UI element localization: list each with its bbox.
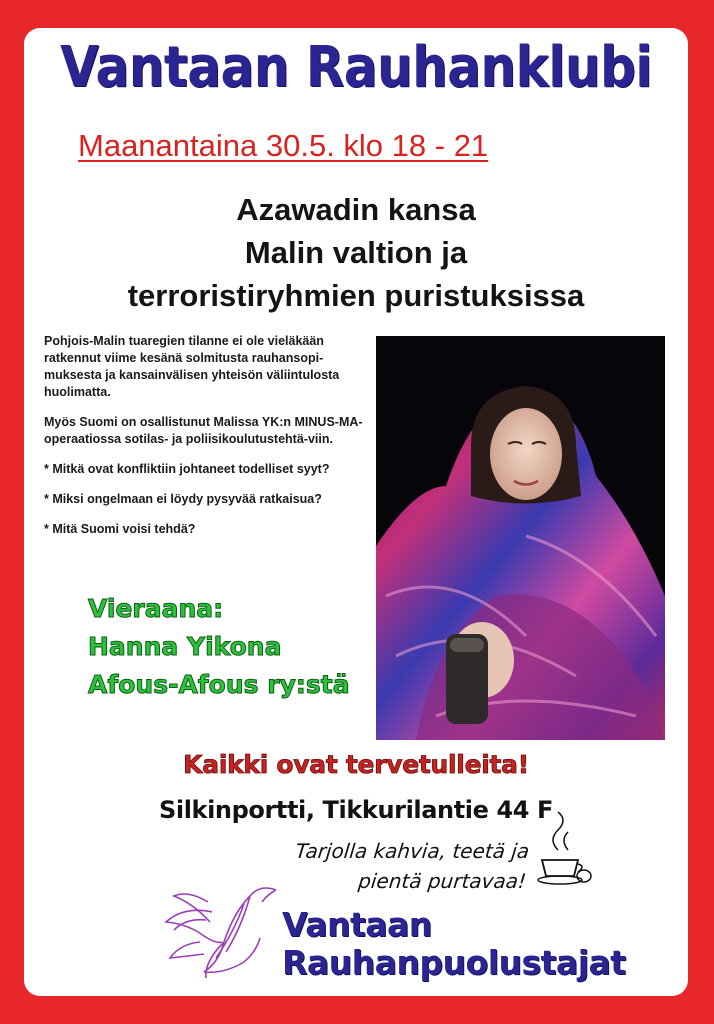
organizer-line: Rauhanpuolustajat [282, 943, 626, 982]
guest-organization: Afous-Afous ry:stä [88, 670, 350, 699]
poster-title: Vantaan Rauhanklubi [60, 34, 652, 100]
guest-info [88, 590, 350, 704]
headline-line: Malin valtion ja [244, 235, 468, 270]
poster-sheet [24, 28, 688, 996]
paragraph: Pohjois-Malin tuaregien tilanne ei ole vieläkään ratkennut viime kesänä solmitusta rauhansopi-muksesta ja kansainvälisen yhteisön väliintulosta huolimatta. [44, 334, 340, 399]
guest-photo [376, 336, 665, 740]
event-description [44, 333, 374, 551]
peace-dove-logo-icon [164, 882, 284, 982]
event-headline [24, 188, 688, 317]
organizer-name [282, 906, 626, 982]
guest-name: Hanna Yikona [88, 632, 282, 661]
guest-portrait-image [376, 336, 665, 740]
coffee-cup-icon [534, 810, 594, 890]
guest-label: Vieraana: [88, 594, 224, 623]
question: * Mitä Suomi voisi tehdä? [44, 522, 196, 536]
headline-line: Azawadin kansa [236, 192, 476, 227]
organizer-line: Vantaan [282, 905, 432, 944]
welcome-text: Kaikki ovat tervetulleita! [183, 750, 529, 779]
question: * Miksi ongelmaan ei löydy pysyvää ratkaisua? [44, 492, 322, 506]
offer-line: Tarjolla kahvia, teetä ja [294, 839, 531, 863]
paragraph: Myös Suomi on osallistunut Malissa YK:n MINUS-MA-operaatiossa sotilas- ja poliisikoulutustehtä-viin. [44, 415, 363, 446]
question: * Mitkä ovat konfliktiin johtaneet todelliset syyt? [44, 462, 330, 476]
event-address: Silkinportti, Tikkurilantie 44 F [158, 796, 554, 824]
refreshments-note [291, 836, 531, 896]
event-date: Maanantaina 30.5. klo 18 - 21 [78, 128, 489, 163]
headline-line: terroristiryhmien puristuksissa [127, 278, 585, 313]
offer-line: pientä purtavaa! [357, 869, 528, 893]
